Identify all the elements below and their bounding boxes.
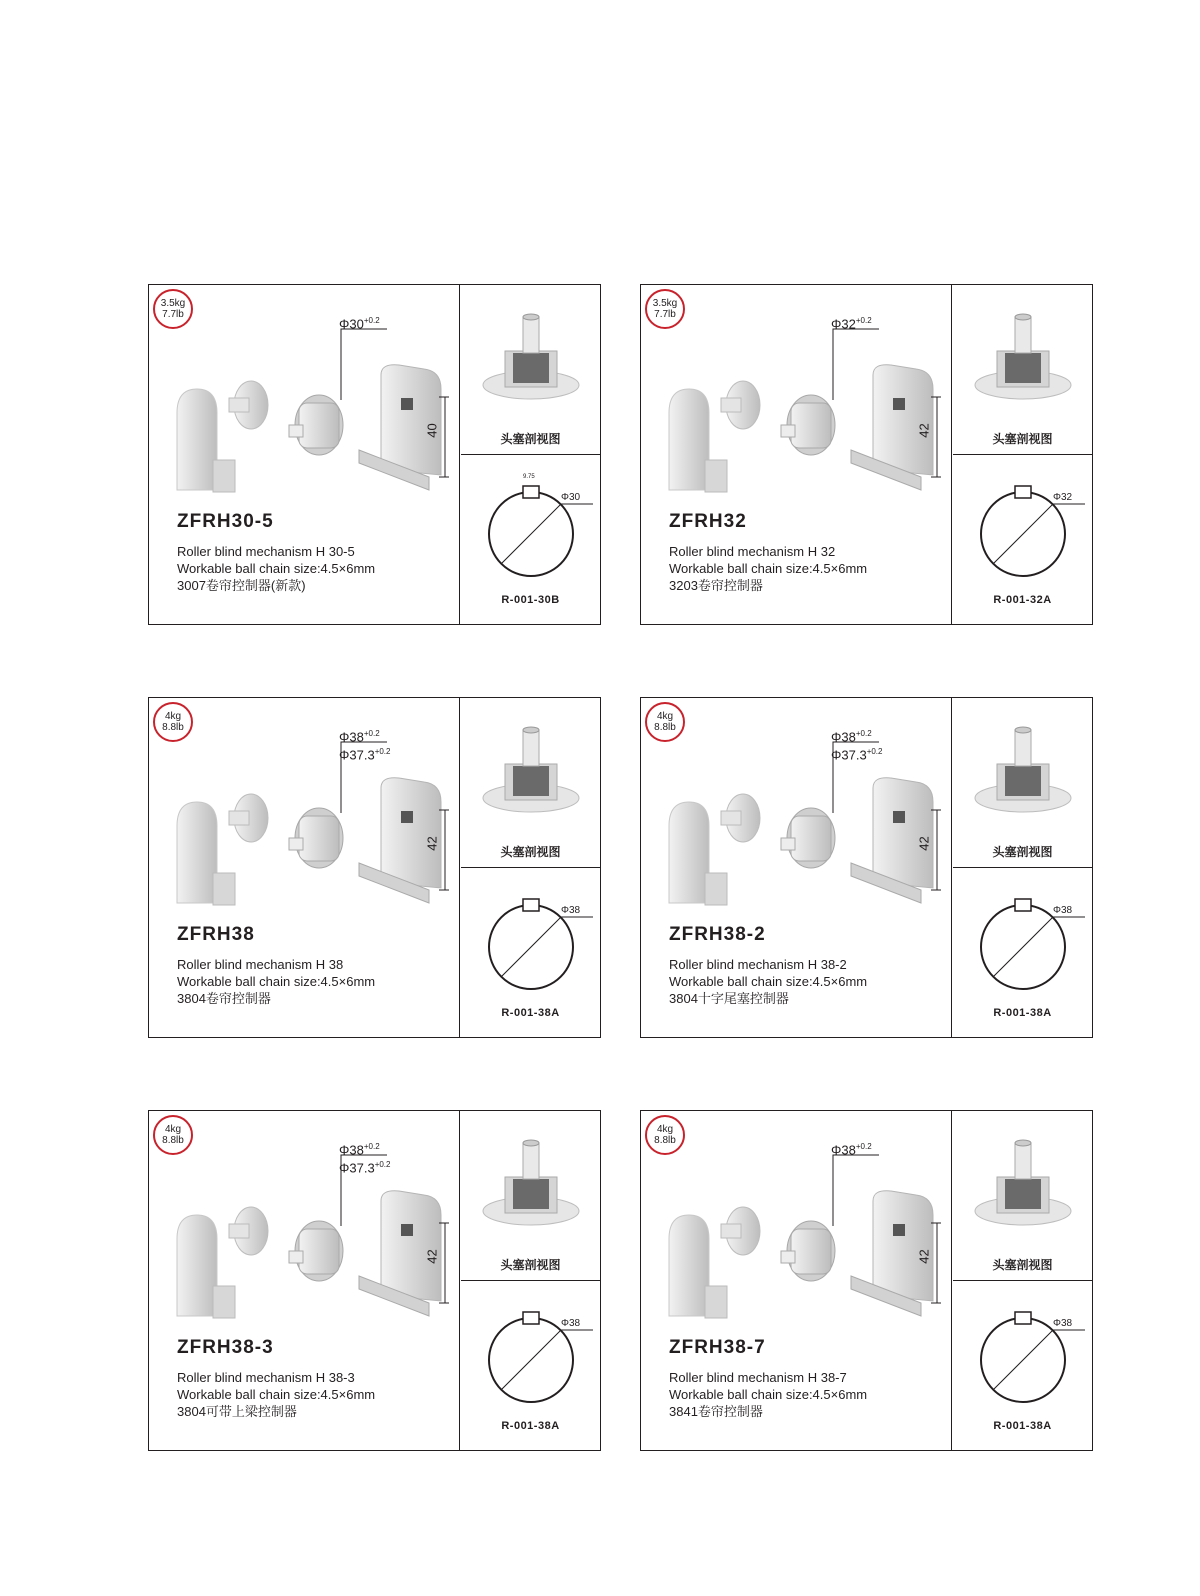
tolerance-1: +0.2: [855, 729, 872, 738]
weight-kg: 4kg: [656, 711, 674, 722]
height-dimension-label: 40: [424, 423, 440, 438]
description-line-2: Workable ball chain size:4.5×6mm: [669, 1387, 868, 1402]
description-line-2: Workable ball chain size:4.5×6mm: [177, 974, 376, 989]
description-line-2: Workable ball chain size:4.5×6mm: [669, 561, 868, 576]
height-dimension-label: 42: [424, 1249, 440, 1264]
end-cap-bracket: [213, 1286, 235, 1318]
model-number: ZFRH38-2: [669, 924, 766, 945]
height-dimension-label: 42: [424, 836, 440, 851]
weight-kg: 4kg: [164, 1124, 182, 1135]
product-main-panel: [149, 285, 460, 624]
section-view-panel: [953, 285, 1092, 455]
diameter-1: Φ38: [831, 729, 856, 745]
tolerance-1: +0.2: [363, 1142, 380, 1151]
weight-kg: 4kg: [164, 711, 182, 722]
mounting-bracket-part: [381, 1191, 441, 1301]
profile-code: R-001-30B: [501, 594, 560, 606]
product-description: [177, 543, 375, 594]
product-card: [640, 284, 1093, 625]
product-main-panel: [641, 285, 952, 624]
end-cap-part: [669, 1215, 709, 1316]
end-cap-part: [177, 389, 217, 490]
diameter-1: Φ30: [339, 316, 364, 332]
product-card: [640, 697, 1093, 1038]
tolerance-1: +0.2: [363, 316, 380, 325]
tube-profile-panel: [461, 1282, 600, 1450]
end-cap-part: [669, 389, 709, 490]
description-line-2: Workable ball chain size:4.5×6mm: [669, 974, 868, 989]
product-main-panel: [641, 698, 952, 1037]
tube-diameter-label: Φ38: [1053, 1318, 1073, 1329]
diameter-2: Φ37.3: [339, 1160, 375, 1176]
end-cap-bracket: [705, 1286, 727, 1318]
tolerance-2: +0.2: [374, 747, 391, 757]
description-line-1: Roller blind mechanism H 38-7: [669, 1370, 847, 1385]
mechanism-illustration: [641, 285, 952, 505]
product-card: [148, 284, 601, 625]
tube-profile-panel: [953, 1282, 1092, 1450]
section-view-panel: [461, 285, 600, 455]
product-main-panel: [149, 1111, 460, 1450]
description-line-3: 3007卷帘控制器(新款): [177, 578, 306, 593]
section-view-panel: [461, 698, 600, 868]
weight-lb: 8.8lb: [654, 1135, 676, 1146]
tube-diameter-label: Φ38: [1053, 905, 1073, 916]
description-line-1: Roller blind mechanism H 30-5: [177, 544, 355, 559]
product-card: [148, 697, 601, 1038]
tolerance-2: +0.2: [866, 747, 883, 757]
tube-profile-panel: [953, 456, 1092, 624]
diameter-1: Φ38: [831, 1142, 856, 1158]
tolerance-1: +0.2: [363, 729, 380, 738]
mechanism-illustration: [149, 1111, 460, 1331]
section-view-label: 头塞剖视图: [992, 845, 1053, 859]
end-cap-bracket: [213, 873, 235, 905]
weight-kg: 4kg: [656, 1124, 674, 1135]
product-description: [669, 956, 867, 1007]
section-view-label: 头塞剖视图: [500, 1258, 561, 1272]
mounting-bracket-part: [381, 778, 441, 888]
diameter-1: Φ38: [339, 1142, 364, 1158]
model-number: ZFRH30-5: [177, 511, 274, 532]
tube-diameter-label: Φ32: [1053, 492, 1073, 503]
description-line-3: 3804十字尾塞控制器: [669, 991, 789, 1006]
profile-code: R-001-38A: [501, 1007, 560, 1019]
product-main-panel: [149, 698, 460, 1037]
slot-dimension-label: 9.75: [523, 474, 535, 480]
weight-lb: 7.7lb: [162, 309, 184, 320]
tolerance-1: +0.2: [855, 1142, 872, 1151]
tube-profile-panel: [461, 456, 600, 624]
section-view-panel: [461, 1111, 600, 1281]
tolerance-2: +0.2: [374, 1160, 391, 1170]
model-number: ZFRH38: [177, 924, 255, 945]
profile-code: R-001-38A: [993, 1420, 1052, 1432]
description-line-3: 3804可带上梁控制器: [177, 1404, 297, 1419]
tube-profile-panel: [461, 869, 600, 1037]
height-dimension-label: 42: [916, 836, 932, 851]
weight-kg: 3.5kg: [652, 298, 678, 309]
tolerance-1: +0.2: [855, 316, 872, 325]
mechanism-illustration: [149, 285, 460, 505]
description-line-3: 3203卷帘控制器: [669, 578, 763, 593]
mounting-bracket-part: [873, 1191, 933, 1301]
section-view-label: 头塞剖视图: [500, 845, 561, 859]
model-number: ZFRH32: [669, 511, 747, 532]
end-cap-bracket: [705, 460, 727, 492]
section-view-panel: [953, 1111, 1092, 1281]
tube-profile-panel: [953, 869, 1092, 1037]
description-line-3: 3804卷帘控制器: [177, 991, 271, 1006]
end-cap-part: [669, 802, 709, 903]
product-card: [148, 1110, 601, 1451]
product-description: [669, 1369, 867, 1420]
mechanism-illustration: [641, 1111, 952, 1331]
end-cap-part: [177, 1215, 217, 1316]
description-line-1: Roller blind mechanism H 38-3: [177, 1370, 355, 1385]
section-view-label: 头塞剖视图: [992, 1258, 1053, 1272]
mounting-bracket-part: [873, 778, 933, 888]
description-line-2: Workable ball chain size:4.5×6mm: [177, 561, 376, 576]
section-view-label: 头塞剖视图: [992, 432, 1053, 446]
mounting-bracket-part: [873, 365, 933, 475]
height-dimension-label: 42: [916, 1249, 932, 1264]
tube-diameter-label: Φ30: [561, 492, 581, 503]
product-description: [177, 1369, 375, 1420]
diameter-2: Φ37.3: [831, 747, 867, 763]
weight-lb: 8.8lb: [162, 722, 184, 733]
tube-diameter-label: Φ38: [561, 1318, 581, 1329]
diameter-2: Φ37.3: [339, 747, 375, 763]
description-line-1: Roller blind mechanism H 38: [177, 957, 344, 972]
section-view-panel: [953, 698, 1092, 868]
description-line-3: 3841卷帘控制器: [669, 1404, 763, 1419]
weight-lb: 7.7lb: [654, 309, 676, 320]
mechanism-illustration: [641, 698, 952, 918]
end-cap-bracket: [705, 873, 727, 905]
profile-code: R-001-38A: [501, 1420, 560, 1432]
profile-code: R-001-32A: [993, 594, 1052, 606]
section-view-label: 头塞剖视图: [500, 432, 561, 446]
end-cap-part: [177, 802, 217, 903]
mounting-bracket-part: [381, 365, 441, 475]
end-cap-bracket: [213, 460, 235, 492]
weight-lb: 8.8lb: [654, 722, 676, 733]
height-dimension-label: 42: [916, 423, 932, 438]
product-description: [177, 956, 375, 1007]
model-number: ZFRH38-7: [669, 1337, 766, 1358]
product-description: [669, 543, 867, 594]
diameter-1: Φ38: [339, 729, 364, 745]
product-main-panel: [641, 1111, 952, 1450]
weight-lb: 8.8lb: [162, 1135, 184, 1146]
description-line-1: Roller blind mechanism H 32: [669, 544, 836, 559]
product-card: [640, 1110, 1093, 1451]
weight-kg: 3.5kg: [160, 298, 186, 309]
model-number: ZFRH38-3: [177, 1337, 274, 1358]
description-line-1: Roller blind mechanism H 38-2: [669, 957, 847, 972]
diameter-1: Φ32: [831, 316, 856, 332]
description-line-2: Workable ball chain size:4.5×6mm: [177, 1387, 376, 1402]
tube-diameter-label: Φ38: [561, 905, 581, 916]
profile-code: R-001-38A: [993, 1007, 1052, 1019]
mechanism-illustration: [149, 698, 460, 918]
